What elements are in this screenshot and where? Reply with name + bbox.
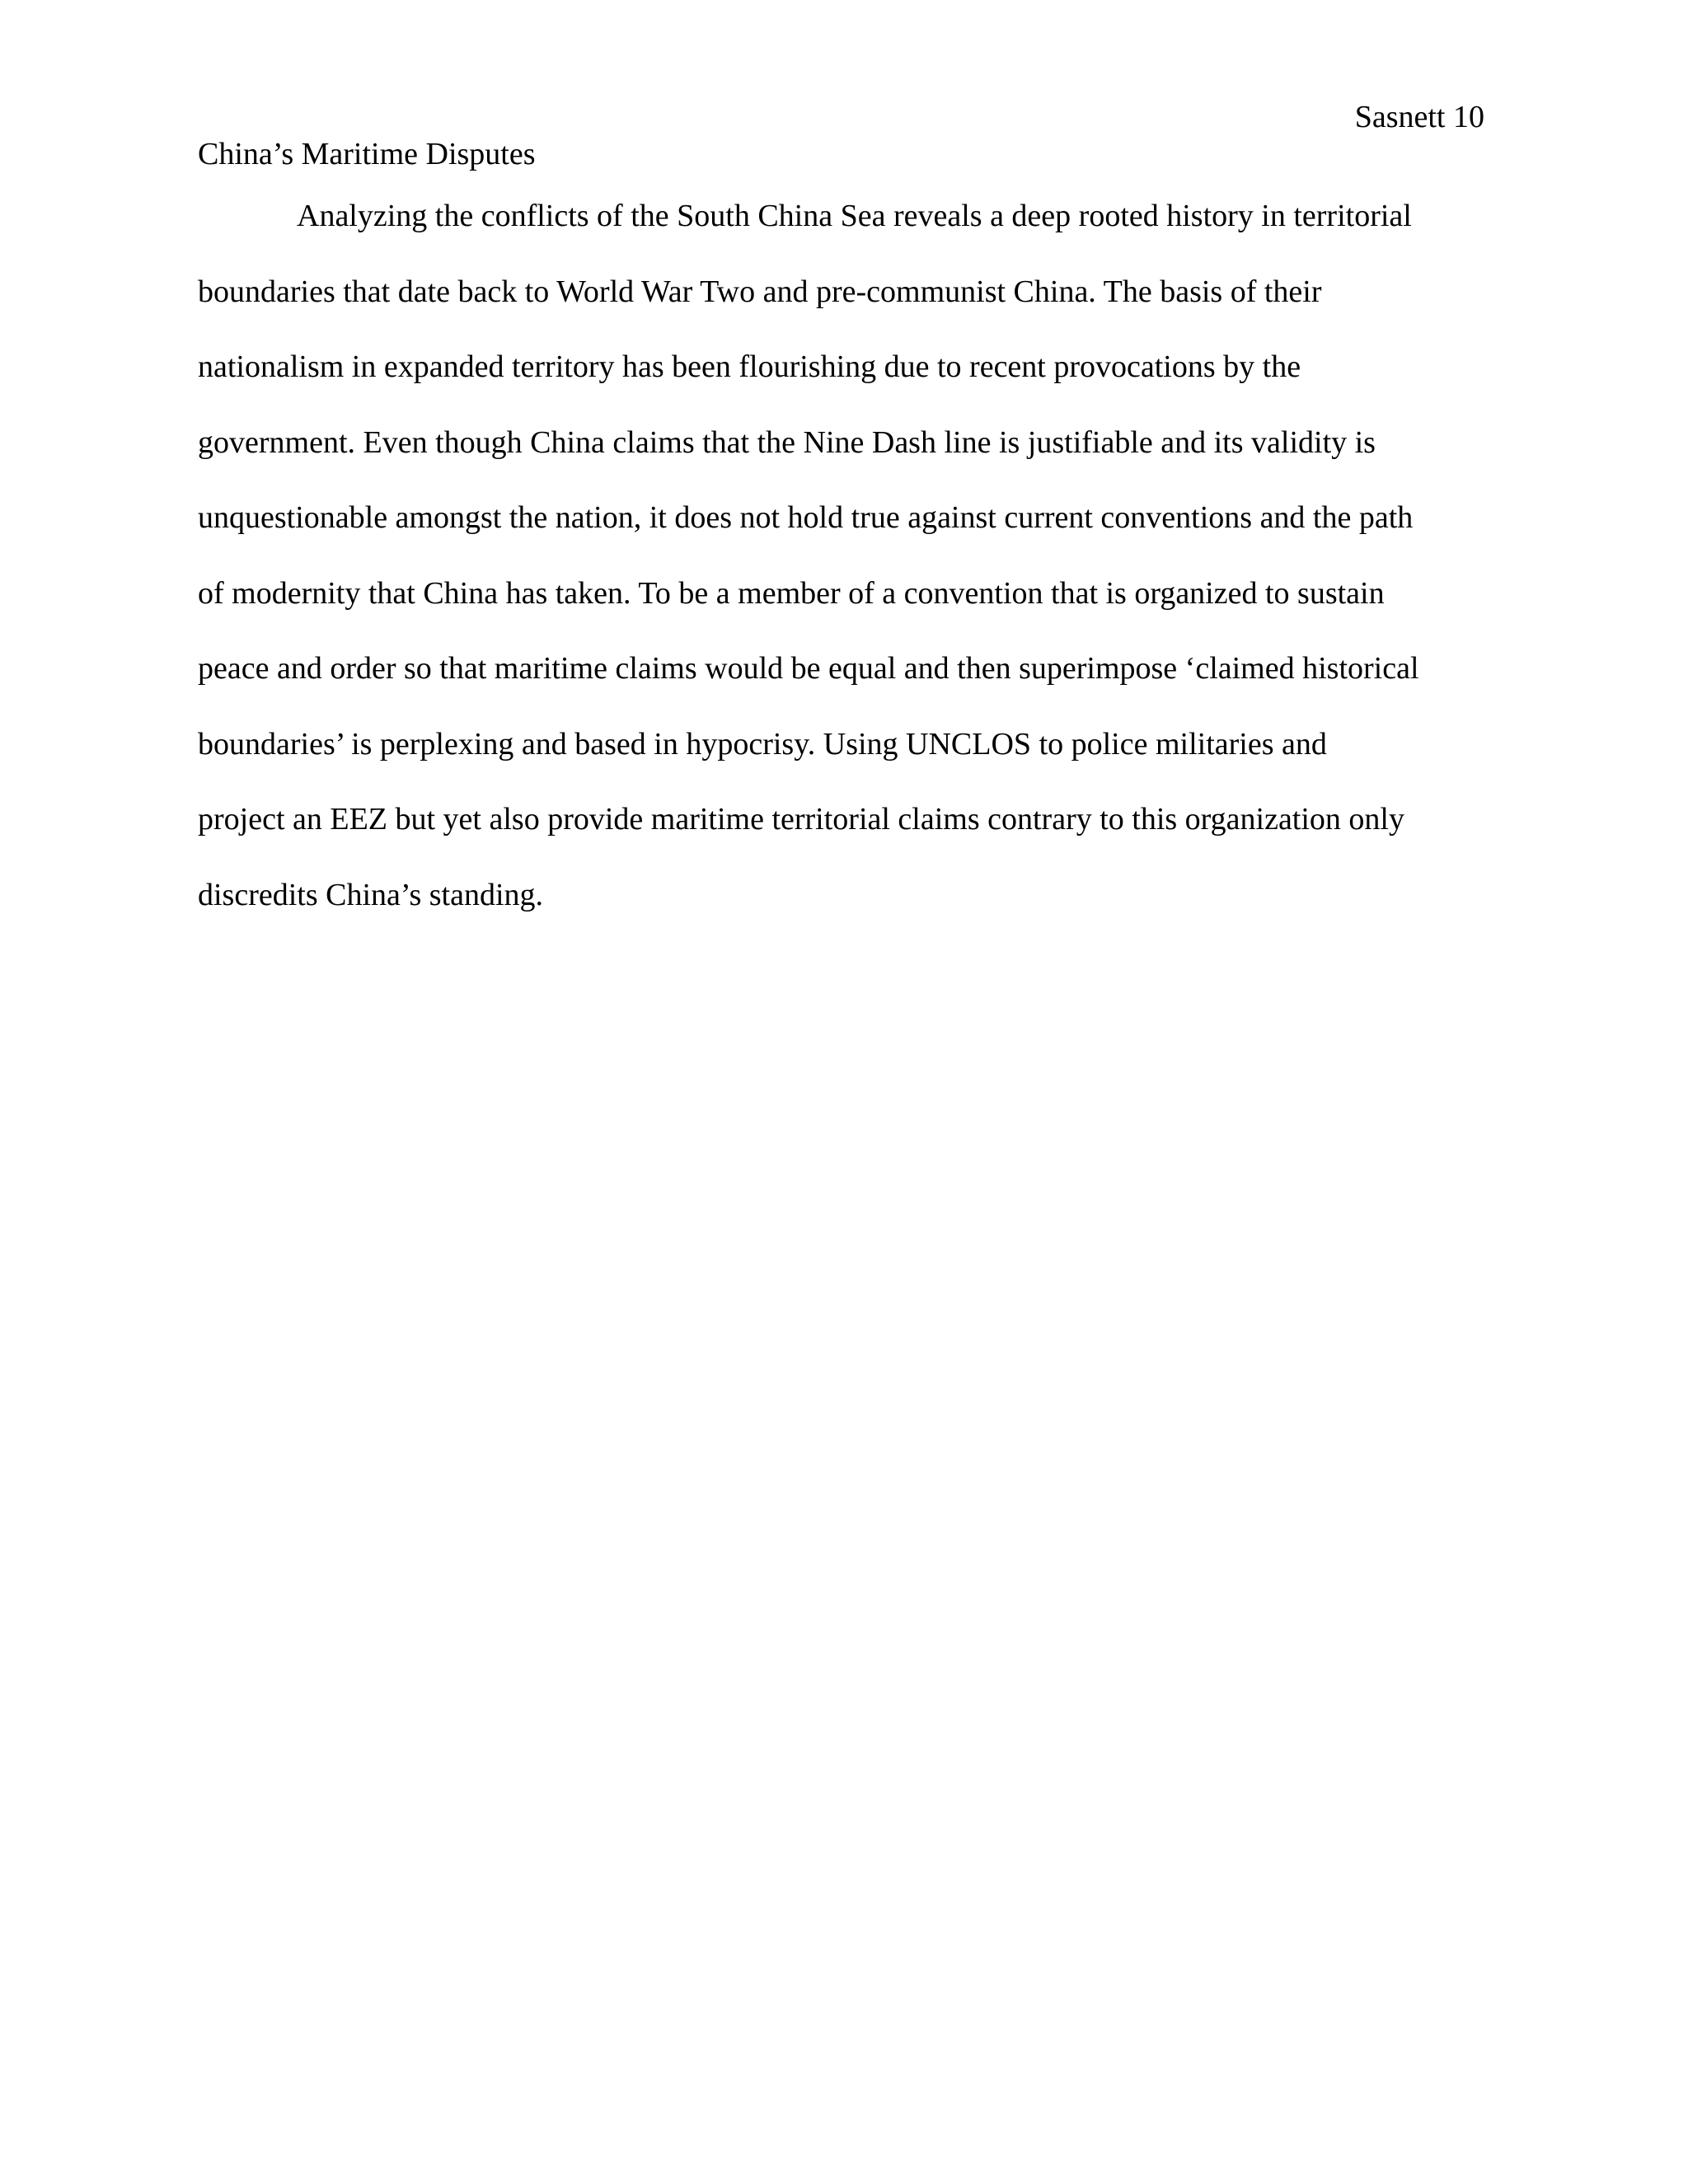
paragraph-line: boundaries’ is perplexing and based in hypocrisy. Using UNCLOS to police militaries and [198,726,1327,762]
paragraph-line: Analyzing the conflicts of the South China Sea reveals a deep rooted history in territorial [297,199,1412,233]
body-paragraph [198,196,1492,950]
paragraph-line: peace and order so that maritime claims would be equal and then superimpose ‘claimed historical [198,651,1419,686]
paragraph-line: project an EEZ but yet also provide maritime territorial claims contrary to this organization only [198,802,1404,837]
paragraph-line: of modernity that China has taken. To be a member of a convention that is organized to sustain [198,575,1385,611]
paragraph-line: discredits China’s standing. [198,877,544,912]
paragraph-line: government. Even though China claims that the Nine Dash line is justifiable and its validity is [198,424,1376,460]
paragraph-line: unquestionable amongst the nation, it does not hold true against current conventions and the path [198,500,1414,535]
paragraph-line: boundaries that date back to World War Two and pre-communist China. The basis of their [198,274,1322,309]
section-title: China’s Maritime Disputes [198,137,536,171]
running-head: Sasnett 10 [1354,100,1484,134]
paragraph-line: nationalism in expanded territory has been flourishing due to recent provocations by the [198,349,1301,384]
